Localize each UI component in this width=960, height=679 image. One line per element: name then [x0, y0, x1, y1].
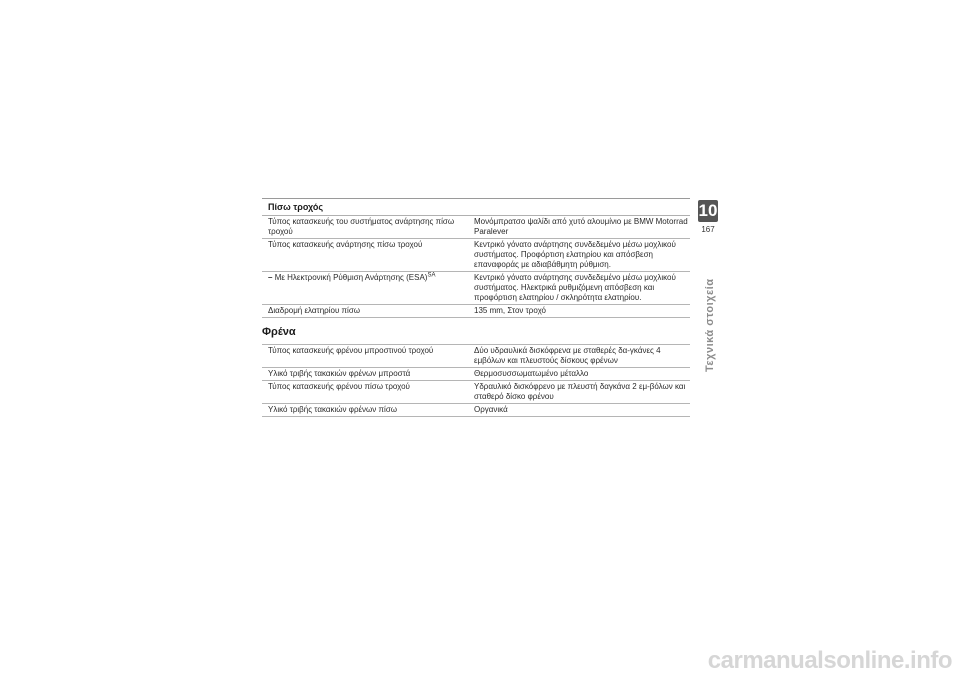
spec-value: Μονόμπρατσο ψαλίδι από χυτό αλουμίνιο με BMW Motorrad Paralever: [468, 216, 690, 239]
spec-value: Δύο υδραυλικά δισκόφρενα με σταθερές δα-γκάνες 4 εμβόλων και πλευστούς δίσκους φρένων: [468, 345, 690, 368]
spec-value: 135 mm, Στον τροχό: [468, 305, 690, 318]
rear-wheel-table: [262, 216, 690, 318]
spec-label: Διαδρομή ελατηρίου πίσω: [262, 305, 468, 318]
chapter-number: 10: [698, 201, 718, 220]
rear-wheel-title: Πίσω τροχός: [262, 198, 690, 216]
spec-label: Υλικό τριβής τακακιών φρένων πίσω: [262, 404, 468, 417]
spec-label: Τύπος κατασκευής ανάρτησης πίσω τροχού: [262, 239, 468, 272]
table-row: [262, 381, 690, 404]
spec-label: Τύπος κατασκευής του συστήματος ανάρτησης πίσω τροχού: [262, 216, 468, 239]
table-row: [262, 239, 690, 272]
spec-label: Τύπος κατασκευής φρένου μπροστινού τροχού: [262, 345, 468, 368]
brakes-table: [262, 344, 690, 417]
spec-label-text: Με Ηλεκτρονική Ρύθμιση Ανάρτησης (ESA): [274, 273, 428, 282]
spec-value: Κεντρικό γόνατο ανάρτησης συνδεδεμένο μέσω μοχλικού συστήματος. Προφόρτιση ελατηρίου και απόσβεση επαναφοράς με αδιαβάθμητη ρύθμιση.: [468, 239, 690, 272]
watermark: carmanualsonline.info: [707, 647, 952, 674]
spec-label: Υλικό τριβής τακακιών φρένων μπροστά: [262, 368, 468, 381]
section-side-label: Τεχνικά στοιχεία: [704, 278, 716, 372]
spec-label: Τύπος κατασκευής φρένου πίσω τροχού: [262, 381, 468, 404]
table-row: [262, 345, 690, 368]
table-row: [262, 272, 690, 305]
table-row: [262, 216, 690, 239]
spec-content: [262, 198, 690, 417]
spec-value: Κεντρικό γόνατο ανάρτησης συνδεδεμένο μέσω μοχλικού συστήματος. Ηλεκτρικά ρυθμιζόμενη απόσβεση και προφόρτιση ελατηρίου / σκληρότητα ελατηρίου.: [468, 272, 690, 305]
spec-value: Οργανικά: [468, 404, 690, 417]
table-row: [262, 368, 690, 381]
table-row: [262, 404, 690, 417]
page-number: 167: [701, 225, 715, 234]
dash-prefix: –: [268, 273, 273, 282]
spec-value: Θερμοσυσσωματωμένο μέταλλο: [468, 368, 690, 381]
sa-superscript: SA: [427, 272, 436, 279]
brakes-title: Φρένα: [262, 326, 296, 338]
table-row: [262, 305, 690, 318]
chapter-tab: [698, 200, 718, 234]
spec-label-esa: [262, 272, 468, 305]
spec-value: Υδραυλικό δισκόφρενο με πλευστή δαγκάνα 2 εμ-βόλων και σταθερό δίσκο φρένου: [468, 381, 690, 404]
